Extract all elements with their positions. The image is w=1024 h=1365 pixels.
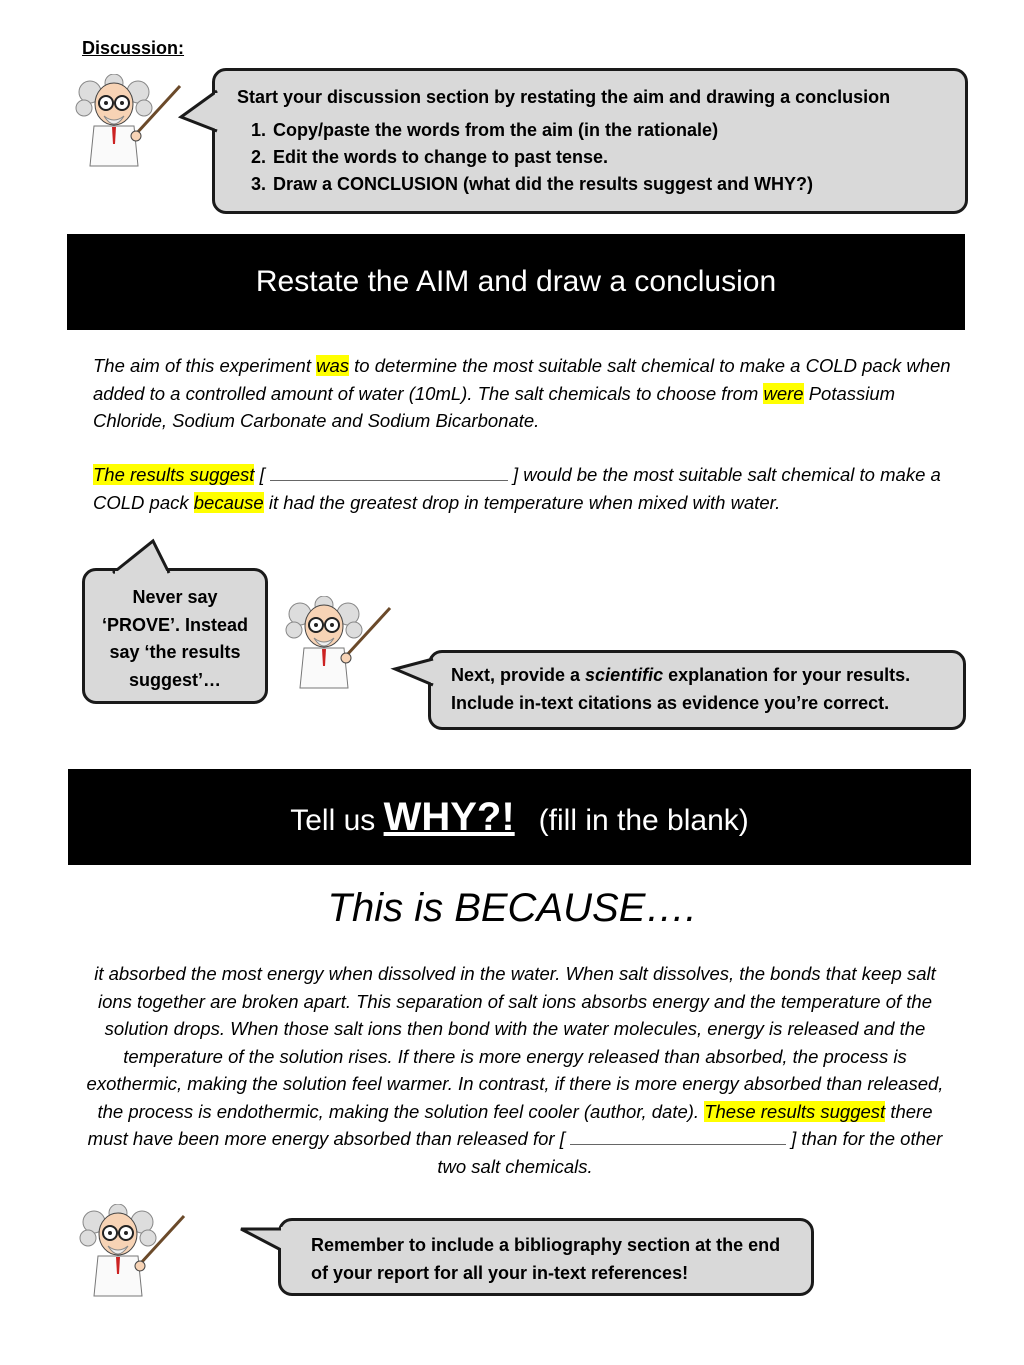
speech-tail	[395, 659, 435, 689]
discussion-heading: Discussion:	[82, 38, 185, 58]
text-run: explanation for your results.	[663, 665, 911, 685]
highlight-was: was	[316, 355, 350, 376]
tip-text: Never say ‘PROVE’. Instead say ‘the results suggest’…	[101, 587, 249, 690]
section-banner-aim	[67, 234, 965, 330]
text-run: The aim of this experiment	[93, 355, 317, 376]
section-banner-why	[68, 769, 971, 865]
explanation-speech-bubble	[428, 650, 966, 730]
text-run: Next, provide a	[451, 665, 586, 685]
fill-in-blank-salt[interactable]	[270, 466, 508, 481]
highlight-because: because	[193, 491, 264, 513]
banner-why: WHY?!	[383, 795, 515, 839]
because-title: This is BECAUSE….	[327, 886, 697, 930]
because-paragraph	[80, 960, 950, 1180]
emphasis-scientific: scientific	[585, 665, 664, 685]
highlight-results-suggest: The results suggest	[93, 464, 255, 485]
tip-speech-bubble	[82, 568, 268, 704]
fill-in-blank-salt[interactable]	[570, 1130, 786, 1145]
text-run: there must have been more energy absorbed than released for [	[87, 1100, 933, 1149]
text-run: ] would be the most suitable salt chemical to make a COLD pack	[93, 464, 941, 513]
text-run: Include in-text citations as evidence you’re correct.	[451, 692, 890, 713]
banner-suffix: (fill in the blank)	[538, 804, 749, 837]
banner-prefix: Tell us	[290, 804, 384, 837]
instruction-step: 1. Copy/paste the words from the aim (in the rationale)	[271, 117, 955, 144]
text-run: [	[254, 464, 265, 485]
text-run: it had the greatest drop in temperature when mixed with water.	[263, 491, 781, 513]
conclusion-paragraph	[93, 461, 963, 516]
explanation-text	[451, 662, 910, 717]
speech-tail	[181, 91, 221, 135]
instruction-step: 2. Edit the words to change to past tense.	[271, 144, 955, 171]
professor-illustration	[72, 74, 192, 170]
bibliography-text: Remember to include a bibliography section at the end of your report for all your in-text references!	[311, 1235, 781, 1283]
instruction-step: 3. Draw a CONCLUSION (what did the results suggest and WHY?)	[271, 171, 955, 198]
highlight-were: were	[763, 382, 804, 404]
text-run: to determine the most suitable salt chemical to make a COLD pack when added to a controlled amount of water (10mL). The salt chemicals to choose from	[93, 355, 951, 404]
aim-paragraph	[93, 352, 953, 435]
professor-illustration	[76, 1204, 196, 1300]
instructions-intro: Start your discussion section by restating the aim and drawing a conclusion	[237, 87, 891, 107]
speech-tail	[113, 541, 173, 575]
bibliography-speech-bubble	[278, 1218, 814, 1296]
speech-tail	[241, 1225, 285, 1255]
instructions-list	[237, 117, 955, 198]
text-run: Potassium Chloride, Sodium Carbonate and Sodium Bicarbonate.	[93, 382, 896, 431]
text-run: ] than for the other two salt chemicals.	[437, 1128, 943, 1177]
banner-title: Restate the AIM and draw a conclusion	[255, 265, 777, 298]
text-run: it absorbed the most energy when dissolved in the water. When salt dissolves, the bonds that keep salt ions together are broken apart. This separation of salt ions absorbs energy and the temperature of the solution drops. When those salt ions then bond with the water molecules, energy is released and the temperature of the solution rises. If there is more energy released than absorbed, the process is exothermic, making the solution feel warmer. In contrast, if there is more energy absorbed than released, the process is endothermic, making the solution feel cooler (author, date).	[86, 963, 944, 1122]
instructions-speech-bubble	[212, 68, 968, 214]
professor-illustration	[282, 596, 402, 692]
highlight-these-results-suggest: These results suggest	[704, 1100, 886, 1122]
